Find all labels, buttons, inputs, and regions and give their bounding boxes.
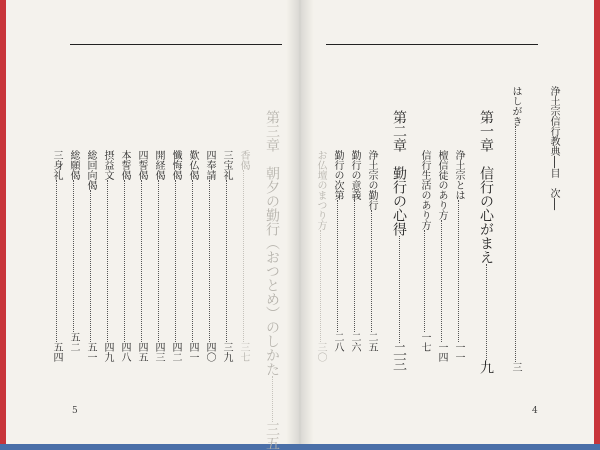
leader-dots xyxy=(226,180,227,342)
toc-entry xyxy=(51,150,61,362)
toc-entry-title: 第三章 朝夕の勤行（おつとめ）のしかた xyxy=(264,110,280,376)
leader-dots xyxy=(399,236,400,343)
leader-dots xyxy=(458,200,459,342)
toc-entry-page: 一七 xyxy=(419,332,430,352)
toc-entry xyxy=(153,150,163,362)
toc-entry-page: 五一 xyxy=(85,342,96,362)
right-cover-edge xyxy=(594,0,600,444)
toc-entry-page: 四五 xyxy=(136,342,147,362)
leader-dots xyxy=(243,170,244,342)
toc-entry xyxy=(349,150,359,352)
toc-entry-title: 四奉請 xyxy=(204,150,215,180)
toc-entry-page: 四一 xyxy=(187,342,198,362)
leader-dots xyxy=(90,190,91,342)
toc-entry-title: 開経偈 xyxy=(153,150,164,180)
toc-entry-title: 総願偈 xyxy=(68,150,79,180)
leader-dots xyxy=(124,180,125,342)
toc-entry xyxy=(102,150,112,362)
toc-entry-title: 檀信徒のあり方 xyxy=(436,150,447,220)
toc-chapter-heading xyxy=(392,110,406,371)
leader-dots xyxy=(441,220,442,342)
toc-entry xyxy=(85,150,95,362)
toc-entry-page: 一一 xyxy=(453,342,464,362)
toc-entry xyxy=(238,150,248,362)
toc-entry-title: 浄土宗とは xyxy=(453,150,464,200)
toc-entry-title: 四誓偈 xyxy=(136,150,147,180)
leader-dots xyxy=(486,264,487,360)
toc-entry xyxy=(136,150,146,362)
leader-dots xyxy=(354,200,355,332)
toc-entry-title: お仏壇のまつり方 xyxy=(315,150,326,230)
toc-entry xyxy=(436,150,446,362)
toc-entry-page: 三九 xyxy=(221,342,232,362)
toc-entry-title: はしがき xyxy=(510,86,521,126)
toc-entry xyxy=(170,150,180,362)
toc-entry-page: 二八 xyxy=(332,332,343,352)
leader-dots xyxy=(175,180,176,342)
toc-entry xyxy=(419,150,429,352)
toc-entry-title: 勤行の意義 xyxy=(349,150,360,200)
leader-dots xyxy=(73,180,74,332)
book-gutter xyxy=(286,0,314,444)
leader-dots xyxy=(424,230,425,332)
toc-entry-title: 第一章 信行の心がまえ xyxy=(478,110,494,264)
toc-entry-page: 三 xyxy=(510,362,521,372)
toc-entry-page: 四三 xyxy=(153,342,164,362)
toc-chapter-heading xyxy=(479,110,493,374)
leader-dots xyxy=(337,200,338,332)
toc-entry-title: 総回向偈 xyxy=(85,150,96,190)
toc-entry-page: 四九 xyxy=(102,342,113,362)
toc-entry xyxy=(366,150,376,352)
leader-dots xyxy=(515,126,516,362)
toc-entry-page: 九 xyxy=(478,360,494,374)
leader-dots xyxy=(158,180,159,342)
leader-dots xyxy=(371,210,372,332)
page-number-left: 5 xyxy=(72,406,78,416)
page-number-right: 4 xyxy=(532,406,538,416)
leader-dots xyxy=(56,180,57,342)
toc-entry-title: 三身礼 xyxy=(51,150,62,180)
left-cover-edge xyxy=(0,0,6,444)
leader-dots xyxy=(107,180,108,342)
toc-entry-page: 一四 xyxy=(436,342,447,362)
toc-entry xyxy=(221,150,231,362)
toc-entry xyxy=(204,150,214,362)
toc-entry-page: 三七 xyxy=(238,342,249,362)
toc-entry-page: 五二 xyxy=(68,332,79,352)
left-page xyxy=(0,0,300,444)
toc-entry xyxy=(315,150,325,362)
toc-entry-page: 五四 xyxy=(51,342,62,362)
toc-entry-page: 三〇 xyxy=(315,342,326,362)
toc-entry-title: 信行生活のあり方 xyxy=(419,150,430,230)
right-top-rule xyxy=(326,44,538,45)
toc-entry xyxy=(332,150,342,352)
toc-entry-title: 摂益文 xyxy=(102,150,113,180)
toc-entry-title: 第二章 勤行の心得 xyxy=(391,110,407,236)
toc-entry-title: 勤行の次第 xyxy=(332,150,343,200)
toc-entry-page: 二五 xyxy=(366,332,377,352)
toc-entry-page: 二三 xyxy=(391,343,407,371)
toc-entry-title: 本誓偈 xyxy=(119,150,130,180)
toc-entry-page: 四〇 xyxy=(204,342,215,362)
leader-dots xyxy=(192,180,193,342)
toc-entry xyxy=(187,150,197,362)
toc-entry-title: 浄土宗の勤行 xyxy=(366,150,377,210)
toc-chapter-heading xyxy=(265,110,279,450)
toc-entry xyxy=(119,150,129,362)
toc-entry-page: 二六 xyxy=(349,332,360,352)
leader-dots xyxy=(272,376,273,422)
right-page xyxy=(300,0,600,444)
leader-dots xyxy=(209,180,210,342)
toc-entry-title: 三宝礼 xyxy=(221,150,232,180)
leader-dots xyxy=(320,230,321,342)
leader-dots xyxy=(141,180,142,342)
toc-entry xyxy=(453,150,463,362)
toc-entry-title: 懺悔偈 xyxy=(170,150,181,180)
left-top-rule xyxy=(70,44,282,45)
toc-entry-page: 四二 xyxy=(170,342,181,362)
toc-entry xyxy=(68,150,78,352)
toc-entry-page: 三五 xyxy=(264,422,280,450)
toc-entry-title: 歎仏偈 xyxy=(187,150,198,180)
toc-entry xyxy=(510,86,520,372)
toc-entry-page: 四八 xyxy=(119,342,130,362)
running-head: 浄土宗信行教典──目 次── xyxy=(548,86,559,211)
toc-entry-title: 香偈 xyxy=(238,150,249,170)
